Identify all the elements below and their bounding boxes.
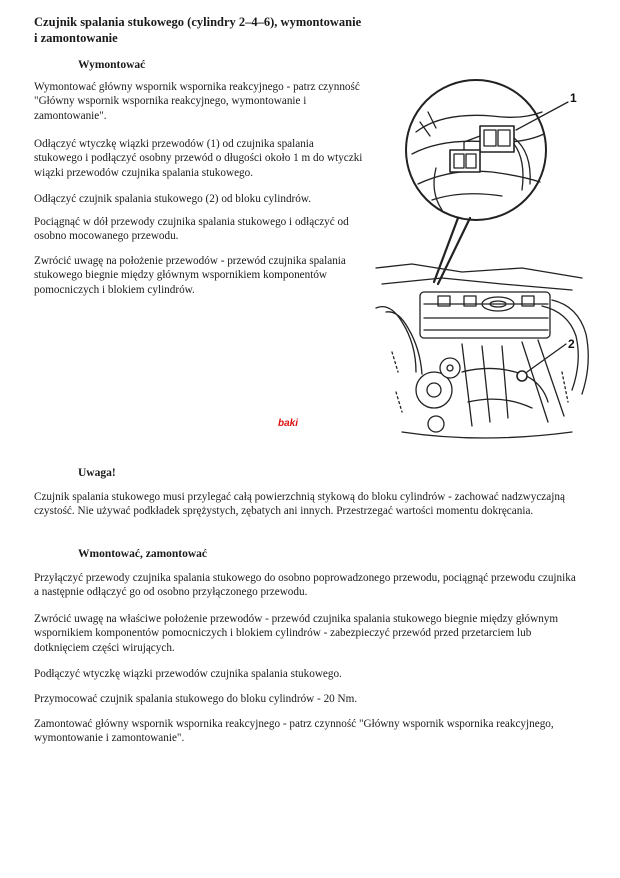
callout-2-label: 2 [568, 337, 575, 351]
callout-2-leader [527, 344, 566, 372]
installation-heading: Wmontować, zamontować [78, 548, 208, 560]
removal-step-1: Wymontować główny wspornik wspornika reakcyjnego - patrz czynność "Główny wspornik wspornika reakcyjnego, wymontowanie i zamontowanie". [34, 81, 360, 122]
installation-step-3: Podłączyć wtyczkę wiązki przewodów czujnika spalania stukowego. [34, 668, 342, 680]
signature-mark: baki [278, 418, 299, 429]
removal-step-5: Zwrócić uwagę na położenie przewodów - przewód czujnika spalania stukowego biegnie między głównym wspornikiem komponentów pomocniczych i blokiem cylindrów. [34, 255, 346, 296]
page-title: Czujnik spalania stukowego (cylindry 2–4–6), wymontowanie i zamontowanie [34, 15, 362, 45]
installation-step-4: Przymocować czujnik spalania stukowego do bloku cylindrów - 20 Nm. [34, 693, 358, 705]
removal-heading: Wymontować [78, 59, 146, 71]
removal-step-4: Pociągnąć w dół przewody czujnika spalania stukowego i odłączyć od osobno mocowanego przewodu. [34, 216, 349, 243]
note-heading: Uwaga! [78, 467, 116, 479]
knock-sensor [517, 371, 527, 381]
cam-cover [420, 292, 550, 338]
engine-illustration [372, 72, 594, 442]
removal-step-3: Odłączyć czujnik spalania stukowego (2) od bloku cylindrów. [34, 193, 312, 205]
callout-1-label: 1 [570, 91, 577, 105]
note-text: Czujnik spalania stukowego musi przylegać całą powierzchnią stykową do bloku cylindrów - zachować nadzwyczajną czystość. Nie używać podkładek sprężystych, zębatych ani innych. Przestrzegać wartości momentu dokręcania. [34, 491, 565, 518]
installation-step-5: Zamontować główny wspornik wspornika reakcyjnego - patrz czynność "Główny wspornik wspornika reakcyjnego, wymontowanie i zamontowanie". [34, 718, 554, 745]
removal-step-2: Odłączyć wtyczkę wiązki przewodów (1) od czujnika spalania stukowego i podłączyć osobny przewód o długości około 1 m do wtyczki wiązki przewodów czujnika spalania stukowego. [34, 138, 363, 179]
installation-step-1: Przyłączyć przewody czujnika spalania stukowego do osobno poprowadzonego przewodu, pociągnąć przewodu czujnika a następnie odłączyć go od osobno przyłączonego przewodu. [34, 572, 576, 599]
installation-step-2: Zwrócić uwagę na właściwe położenie przewodów - przewód czujnika spalania stukowego biegnie między głównym wspornikiem komponentów pomocniczych i blokiem cylindrów - zabezpieczyć przewód przed przetarciem lub dotknięciem części wirujących. [34, 613, 559, 654]
